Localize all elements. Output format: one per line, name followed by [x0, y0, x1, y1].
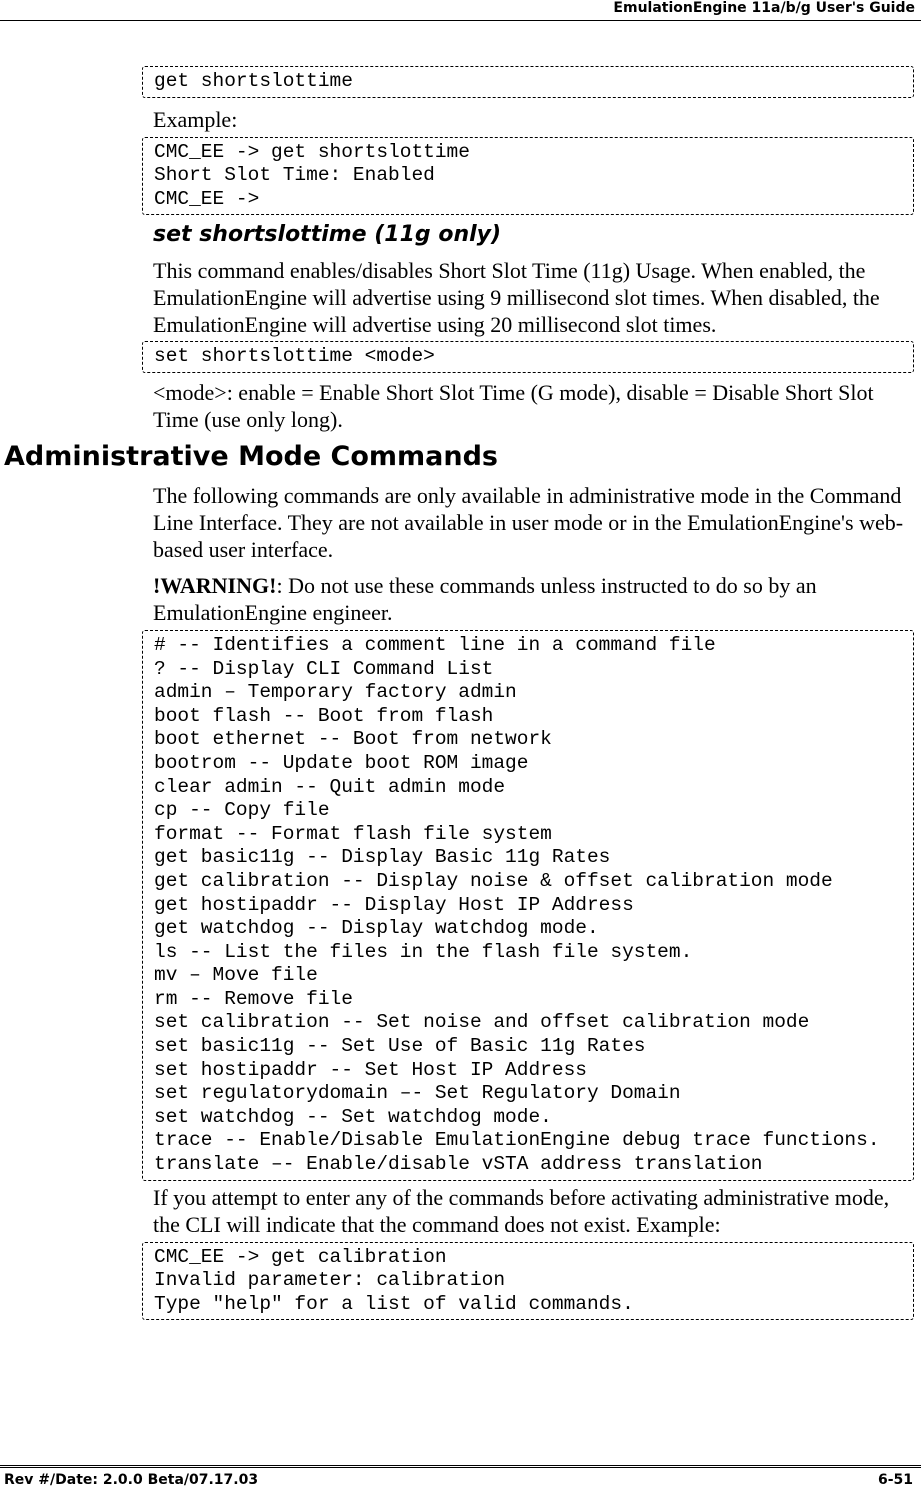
code-line: set shortslottime <mode>	[154, 345, 435, 368]
code-line: ? -- Display CLI Command List	[154, 657, 494, 680]
code-line: Short Slot Time: Enabled	[154, 164, 435, 187]
footer-page-number: 6-51	[877, 1472, 913, 1488]
code-line: boot ethernet -- Boot from network	[154, 728, 552, 751]
code-line: mv – Move file	[154, 964, 318, 987]
code-line: set hostipaddr -- Set Host IP Address	[154, 1058, 587, 1081]
code-line: translate –- Enable/disable vSTA address translation	[154, 1153, 763, 1176]
code-line: cp -- Copy file	[154, 799, 330, 822]
code-line: set basic11g -- Set Use of Basic 11g Rates	[154, 1035, 646, 1058]
code-block-admin-commands	[142, 630, 914, 1181]
paragraph-admin-intro: The following commands are only available in administrative mode in the Command Line Interface. They are not available in user mode or in the EmulationEngine's web-based user interface.	[153, 482, 904, 562]
example-label: Example:	[153, 106, 238, 132]
paragraph-shortslottime-description: This command enables/disables Short Slot Time (11g) Usage. When enabled, the EmulationEngine will advertise using 9 millisecond slot times. When disabled, the EmulationEngine will advertise using 20 millisecond slot times.	[153, 258, 880, 338]
page-header	[0, 0, 921, 21]
header-title: EmulationEngine 11a/b/g User's Guide	[613, 0, 915, 16]
paragraph-mode-options: <mode>: enable = Enable Short Slot Time (G mode), disable = Disable Short Slot Time (use only long).	[153, 379, 874, 432]
code-line: get basic11g -- Display Basic 11g Rates	[154, 846, 611, 869]
subheading-set-shortslottime: set shortslottime (11g only)	[153, 222, 502, 248]
code-line: get watchdog -- Display watchdog mode.	[154, 917, 599, 940]
code-line: Invalid parameter: calibration	[154, 1269, 506, 1292]
code-line: rm -- Remove file	[154, 987, 353, 1010]
code-line: admin – Temporary factory admin	[154, 681, 517, 704]
page-footer	[0, 1465, 921, 1492]
paragraph-before-activating: If you attempt to enter any of the commands before activating administrative mode, the CLI will indicate that the command does not exist. Example:	[153, 1184, 890, 1237]
code-line: format -- Format flash file system	[154, 822, 552, 845]
code-line: get shortslottime	[154, 70, 353, 92]
code-block-set-shortslottime	[142, 341, 914, 373]
code-line: CMC_EE ->	[154, 187, 260, 210]
code-line: CMC_EE -> get calibration	[154, 1245, 447, 1268]
code-line: get hostipaddr -- Display Host IP Address	[154, 893, 634, 916]
code-line: set watchdog -- Set watchdog mode.	[154, 1105, 552, 1128]
warning-text: : Do not use these commands unless instructed to do so by an EmulationEngine engineer.	[153, 572, 817, 625]
code-block-invalid-example	[142, 1242, 914, 1321]
code-line: Type "help" for a list of valid commands.	[154, 1292, 634, 1315]
code-line: bootrom -- Update boot ROM image	[154, 751, 529, 774]
code-line: clear admin -- Quit admin mode	[154, 775, 506, 798]
code-line: set calibration -- Set noise and offset calibration mode	[154, 1011, 810, 1034]
code-block-example-shortslottime	[142, 137, 914, 216]
code-line: CMC_EE -> get shortslottime	[154, 140, 470, 163]
paragraph-warning	[153, 572, 913, 626]
code-line: trace -- Enable/Disable EmulationEngine debug trace functions.	[154, 1129, 880, 1152]
code-line: set regulatorydomain –- Set Regulatory Domain	[154, 1082, 681, 1105]
code-block-get-shortslottime	[142, 66, 914, 98]
code-line: get calibration -- Display noise & offset calibration mode	[154, 869, 833, 892]
code-line: # -- Identifies a comment line in a command file	[154, 633, 716, 656]
code-line: ls -- List the files in the flash file system.	[154, 940, 693, 963]
page-content	[0, 64, 924, 1320]
section-heading-admin-mode: Administrative Mode Commands	[4, 440, 499, 472]
code-line: boot flash -- Boot from flash	[154, 704, 494, 727]
warning-label: !WARNING!	[153, 572, 277, 598]
footer-revision: Rev #/Date: 2.0.0 Beta/07.17.03	[4, 1472, 259, 1488]
